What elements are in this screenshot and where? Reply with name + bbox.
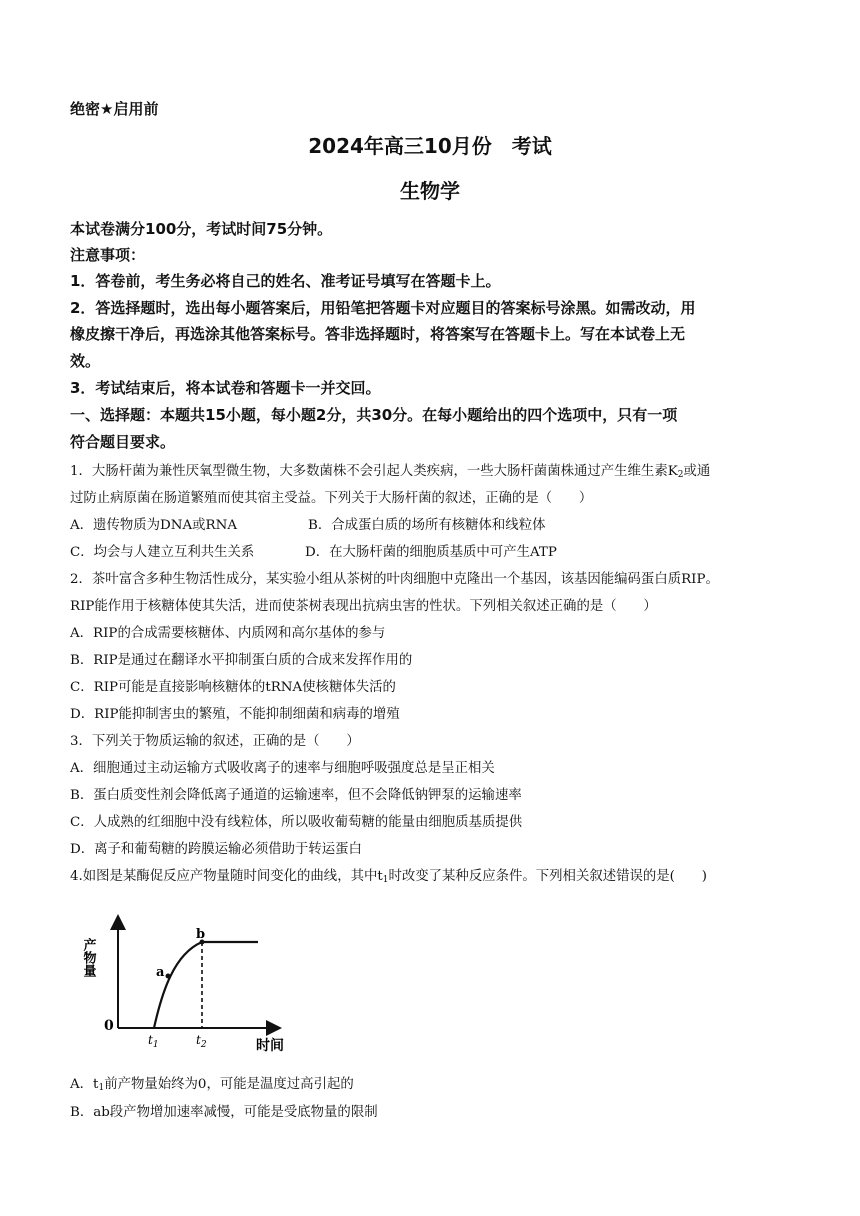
note-2-line-1: 2．答选择题时，选出每小题答案后，用铅笔把答题卡对应题目的答案标号涂黑。如需改动，用 [70, 299, 696, 317]
q2-option-d: D．RIP能抑制害虫的繁殖，不能抑制细菌和病毒的增殖 [70, 707, 400, 722]
note-1: 1．答卷前，考生务必将自己的姓名、准考证号填写在答题卡上。 [70, 272, 501, 290]
t2-label: $t_2$ [196, 1033, 207, 1050]
q1-option-b: B．合成蛋白质的场所有核糖体和线粒体 [308, 518, 546, 533]
secret-mark: 绝密★启用前 [70, 100, 159, 118]
product-time-graph [80, 912, 298, 1062]
q2-stem-line-2: RIP能作用于核糖体使其失活，进而使茶树表现出抗病虫害的性状。下列相关叙述正确的是（ ） [70, 599, 657, 614]
q2-option-c: C．RIP可能是直接影响核糖体的tRNA使核糖体失活的 [70, 680, 396, 695]
y-axis-label: 产物量 [80, 938, 96, 977]
q3-option-a: A．细胞通过主动运输方式吸收离子的速率与细胞呼吸强度总是呈正相关 [70, 761, 495, 776]
q2-stem-line-1: 2．茶叶富含多种生物活性成分，某实验小组从茶树的叶肉细胞中克隆出一个基因，该基因能编码蛋白质RIP。 [70, 572, 719, 587]
exam-title: 2024年高三10月份 考试 [308, 134, 552, 158]
note-2-line-2: 橡皮擦干净后，再选涂其他答案标号。答非选择题时，将答案写在答题卡上。写在本试卷上无 [70, 325, 686, 343]
score-time-line: 本试卷满分100分，考试时间75分钟。 [70, 220, 333, 238]
q4-stem: 4.如图是某酶促反应产物量随时间变化的曲线，其中$t_1$时改变了某种反应条件。下列相关叙述错误的是( ) [70, 869, 707, 885]
q3-option-d: D．离子和葡萄糖的跨膜运输必须借助于转运蛋白 [70, 842, 362, 857]
q4-option-b: B．ab段产物增加速率减慢，可能是受底物量的限制 [70, 1105, 378, 1120]
q1-option-d: D．在大肠杆菌的细胞质基质中可产生ATP [305, 545, 557, 560]
q3-option-b: B．蛋白质变性剂会降低离子通道的运输速率，但不会降低钠钾泵的运输速率 [70, 788, 522, 803]
point-a-marker [166, 974, 171, 979]
q1-stem-line-2: 过防止病原菌在肠道繁殖而使其宿主受益。下列关于大肠杆菌的叙述，正确的是（ ） [70, 491, 593, 506]
t1-label: $t_1$ [148, 1033, 159, 1050]
section-heading-line-1: 一、选择题：本题共15小题，每小题2分，共30分。在每小题给出的四个选项中，只有一项 [70, 406, 678, 424]
q1-option-a: A．遗传物质为DNA或RNA [70, 518, 237, 533]
notes-heading: 注意事项： [70, 246, 146, 264]
subject-title: 生物学 [400, 179, 460, 203]
q3-stem: 3．下列关于物质运输的叙述，正确的是（ ） [70, 734, 360, 749]
q1-option-c: C．均会与人建立互利共生关系 [70, 545, 255, 560]
q2-option-a: A．RIP的合成需要核糖体、内质网和高尔基体的参与 [70, 626, 386, 641]
q1-stem-line-1: 1．大肠杆菌为兼性厌氧型微生物，大多数菌株不会引起人类疾病，一些大肠杆菌菌株通过产生维生素$K_2$或通 [70, 464, 711, 480]
section-heading-line-2: 符合题目要求。 [70, 433, 176, 451]
point-a-label: a [156, 965, 165, 980]
origin-label: 0 [104, 1018, 114, 1034]
q3-option-c: C．人成熟的红细胞中没有线粒体，所以吸收葡萄糖的能量由细胞质基质提供 [70, 815, 523, 830]
q2-option-b: B．RIP是通过在翻译水平抑制蛋白质的合成来发挥作用的 [70, 653, 413, 668]
product-curve [154, 942, 258, 1028]
point-b-label: b [196, 927, 206, 942]
note-2-line-3: 效。 [70, 352, 101, 370]
x-axis-label: 时间 [256, 1038, 284, 1054]
q4-option-a: A．$t_1$前产物量始终为0，可能是温度过高引起的 [70, 1077, 354, 1093]
note-3: 3．考试结束后，将本试卷和答题卡一并交回。 [70, 379, 381, 397]
